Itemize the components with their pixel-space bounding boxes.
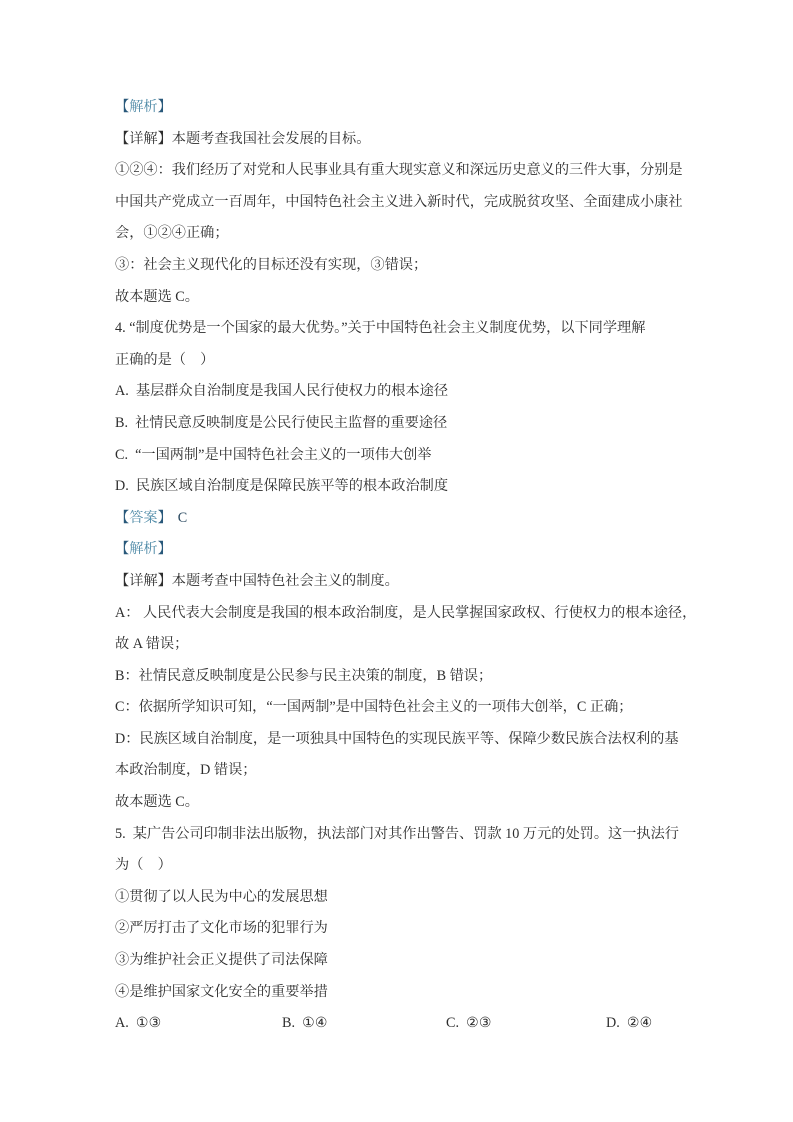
q5-item-1: ①贯彻了以人民为中心的发展思想 [115,888,328,905]
q5-stem-line-1: 5. 某广告公司印制非法出版物，执法部门对其作出警告、罚款 10 万元的处罚。这一执法行 [115,825,679,842]
bracket-open: 【 [115,99,130,115]
q5-stem-line-2: 为（ ） [115,857,172,874]
q3-conclusion: 故本题选 C。 [115,288,199,305]
q5-option-d: D. ②④ [606,1015,653,1032]
q3-body-line-4: ③：社会主义现代化的目标还没有实现，③错误； [115,256,428,273]
q5-item-3: ③为维护社会正义提供了司法保障 [115,952,328,969]
q4-answer-line [115,503,690,535]
q3-body-line-1: ①②④：我们经历了对党和人民事业具有重大现实意义和深远历史意义的三件大事，分别是 [115,162,683,179]
document-text-block [115,92,697,1040]
bracket-open: 【 [115,509,130,526]
q4-stem-line-1: 4. “制度优势是一个国家的最大优势。”关于中国特色社会主义制度优势，以下同学理解 [115,320,646,337]
q4-detail-line: 【详解】本题考查中国特色社会主义的制度。 [115,572,399,589]
bracket-close: 】 [157,99,172,115]
q4-conclusion: 故本题选 C。 [115,794,199,811]
q5-option-c: C. ②③ [446,1015,492,1032]
q4-option-d: D. 民族区域自治制度是保障民族平等的根本政治制度 [115,478,449,495]
q4-analysis-label [115,534,690,566]
bracket-close: 】 [157,509,172,526]
q4-option-b: B. 社情民意反映制度是公民行使民主监督的重要途径 [115,414,448,431]
q3-analysis-label [115,92,690,124]
q3-detail-line: 【详解】本题考查我国社会发展的目标。 [115,130,371,147]
q4-expl-d-line-2: 本政治制度，D 错误； [115,762,257,779]
q4-expl-a-line-2: 故 A 错误； [115,636,189,653]
q4-expl-d-line-1: D：民族区域自治制度，是一项独具中国特色的实现民族平等、保障少数民族合法权利的基 [115,730,679,747]
answer-word: 答案 [129,509,158,526]
q5-item-2: ②严厉打击了文化市场的犯罪行为 [115,920,328,937]
q4-expl-a-line-1: A： 人民代表大会制度是我国的根本政治制度，是人民掌握国家政权、行使权力的根本途径， [115,604,697,621]
q3-body-line-2: 中国共产党成立一百周年，中国特色社会主义进入新时代，完成脱贫攻坚、全面建成小康社 [115,193,683,210]
q4-option-c: C. “一国两制”是中国特色社会主义的一项伟大创举 [115,446,432,463]
q5-item-4: ④是维护国家文化安全的重要举措 [115,983,328,1000]
q4-option-a: A. 基层群众自治制度是我国人民行使权力的根本途径 [115,383,449,400]
q4-expl-b: B：社情民意反映制度是公民参与民主决策的制度，B 错误； [115,667,493,684]
analysis-word: 解析 [129,99,158,115]
analysis-word: 解析 [129,541,158,558]
q5-option-b: B. ①④ [282,1015,328,1032]
q3-body-line-3: 会，①②④正确； [115,225,229,242]
q5-option-a: A. ①③ [115,1015,162,1032]
bracket-open: 【 [115,541,130,558]
bracket-close: 】 [157,541,172,558]
q4-expl-c: C：依据所学知识可知，“一国两制”是中国特色社会主义的一项伟大创举，C 正确； [115,699,633,716]
answer-value: C [177,509,188,526]
q5-options-row [115,1008,690,1040]
q4-stem-line-2: 正确的是（ ） [115,351,215,368]
